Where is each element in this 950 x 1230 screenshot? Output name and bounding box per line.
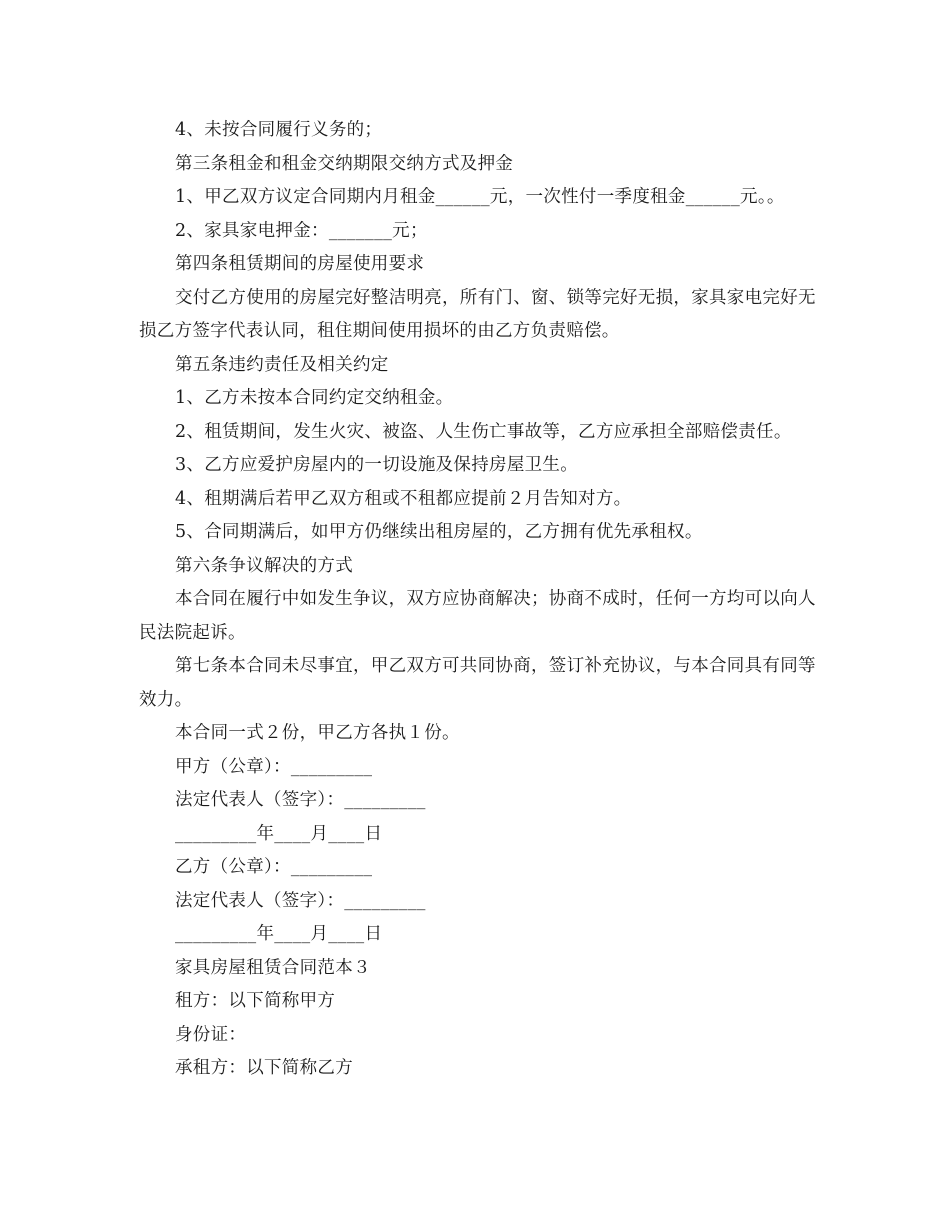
paragraph: 本合同在履行中如发生争议，双方应协商解决；协商不成时，任何一方均可以向人民法院起诉。 <box>139 589 816 643</box>
document-body <box>139 114 819 1086</box>
text-line: 4、租期满后若甲乙双方租或不租都应提前２月告知对方。 <box>175 488 632 509</box>
text-line: 2、家具家电押金：_______元； <box>175 220 428 241</box>
text-line: 租方：以下简称甲方 <box>175 991 336 1011</box>
section-heading: 家具房屋租赁合同范本３ <box>175 957 371 978</box>
section-heading: 第六条争议解决的方式 <box>175 555 353 576</box>
text-line: 本合同一式２份，甲乙方各执１份。 <box>175 723 460 743</box>
text-line: 身份证： <box>175 1024 247 1045</box>
text-line: 5、合同期满后，如甲方仍继续出租房屋的，乙方拥有优先承租权。 <box>175 522 703 542</box>
paragraph: 第七条本合同未尽事宜，甲乙双方可共同协商，签订补充协议，与本合同具有同等效力。 <box>139 656 816 710</box>
text-line: 2、租赁期间，发生火灾、被盗、人生伤亡事故等，乙方应承担全部赔偿责任。 <box>175 421 792 442</box>
section-heading: 第五条违约责任及相关约定 <box>175 354 389 375</box>
signature-field: 乙方（公章）：_________ <box>175 857 373 877</box>
signature-field: 甲方（公章）：_________ <box>175 756 373 777</box>
date-field: _________年____月____日 <box>175 924 383 944</box>
text-line: 4、未按合同履行义务的； <box>175 120 383 140</box>
text-line: 1、乙方未按本合同约定交纳租金。 <box>175 388 454 408</box>
section-heading: 第四条租赁期间的房屋使用要求 <box>175 254 425 274</box>
signature-field: 法定代表人（签字）：_________ <box>175 790 426 810</box>
signature-field: 法定代表人（签字）：_________ <box>175 890 426 911</box>
text-line: 1、甲乙双方议定合同期内月租金______元，一次性付一季度租金______元。。 <box>175 187 785 207</box>
text-line: 承租方：以下简称乙方 <box>175 1058 353 1078</box>
section-heading: 第三条租金和租金交纳期限交纳方式及押金 <box>175 153 514 174</box>
date-field: _________年____月____日 <box>175 823 383 844</box>
paragraph: 交付乙方使用的房屋完好整洁明亮，所有门、窗、锁等完好无损，家具家电完好无损乙方签字代表认同，租住期间使用损坏的由乙方负责赔偿。 <box>139 287 816 341</box>
text-line: 3、乙方应爱护房屋内的一切设施及保持房屋卫生。 <box>175 455 579 475</box>
